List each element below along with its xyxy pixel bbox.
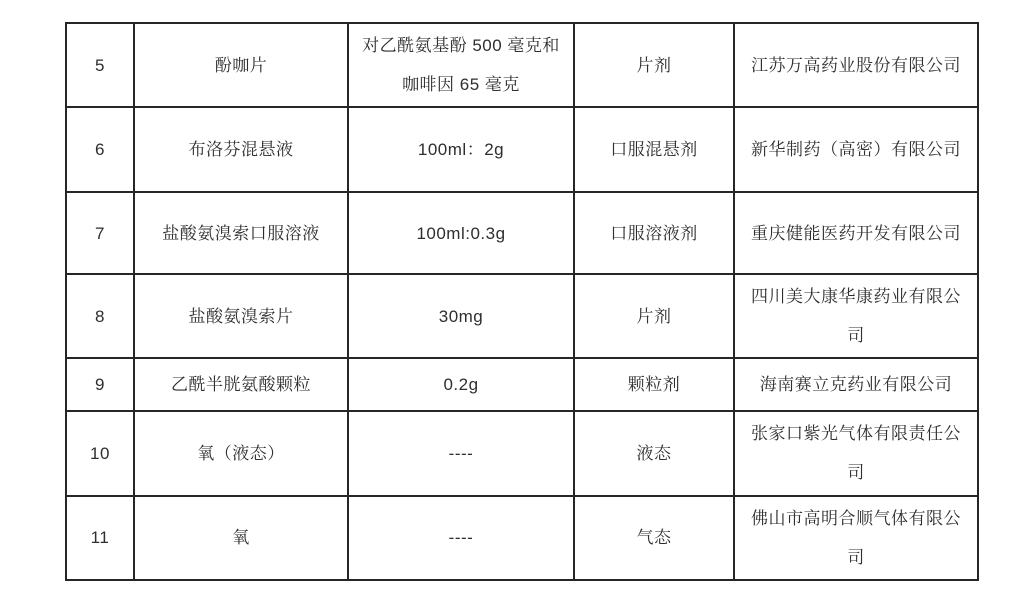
cell-drug-name: 酚咖片 [134, 23, 348, 107]
cell-dosage-form: 片剂 [574, 274, 734, 358]
cell-manufacturer: 张家口紫光气体有限责任公司 [734, 411, 978, 495]
cell-manufacturer: 新华制药（高密）有限公司 [734, 107, 978, 192]
cell-manufacturer: 海南赛立克药业有限公司 [734, 358, 978, 411]
cell-manufacturer: 重庆健能医药开发有限公司 [734, 192, 978, 274]
cell-dosage-form: 口服溶液剂 [574, 192, 734, 274]
drug-table [65, 22, 979, 581]
table-row [66, 496, 978, 580]
cell-specification: ---- [348, 411, 574, 495]
cell-dosage-form: 颗粒剂 [574, 358, 734, 411]
cell-drug-name: 乙酰半胱氨酸颗粒 [134, 358, 348, 411]
cell-dosage-form: 液态 [574, 411, 734, 495]
cell-row-number: 5 [66, 23, 134, 107]
cell-drug-name: 氧（液态） [134, 411, 348, 495]
cell-specification: 100ml:0.3g [348, 192, 574, 274]
cell-manufacturer: 四川美大康华康药业有限公司 [734, 274, 978, 358]
cell-dosage-form: 片剂 [574, 23, 734, 107]
cell-specification: 对乙酰氨基酚 500 毫克和咖啡因 65 毫克 [348, 23, 574, 107]
cell-row-number: 11 [66, 496, 134, 580]
cell-manufacturer: 佛山市高明合顺气体有限公司 [734, 496, 978, 580]
table-row [66, 192, 978, 274]
table-row [66, 358, 978, 411]
cell-specification: 30mg [348, 274, 574, 358]
table-row [66, 411, 978, 495]
cell-specification: ---- [348, 496, 574, 580]
table-row [66, 107, 978, 192]
cell-specification: 0.2g [348, 358, 574, 411]
cell-row-number: 9 [66, 358, 134, 411]
cell-manufacturer: 江苏万高药业股份有限公司 [734, 23, 978, 107]
cell-row-number: 7 [66, 192, 134, 274]
table-row [66, 274, 978, 358]
cell-drug-name: 布洛芬混悬液 [134, 107, 348, 192]
cell-row-number: 10 [66, 411, 134, 495]
cell-row-number: 8 [66, 274, 134, 358]
cell-dosage-form: 气态 [574, 496, 734, 580]
cell-dosage-form: 口服混悬剂 [574, 107, 734, 192]
cell-drug-name: 盐酸氨溴索片 [134, 274, 348, 358]
cell-row-number: 6 [66, 107, 134, 192]
cell-drug-name: 盐酸氨溴索口服溶液 [134, 192, 348, 274]
table-row [66, 23, 978, 107]
cell-drug-name: 氧 [134, 496, 348, 580]
cell-specification: 100ml：2g [348, 107, 574, 192]
